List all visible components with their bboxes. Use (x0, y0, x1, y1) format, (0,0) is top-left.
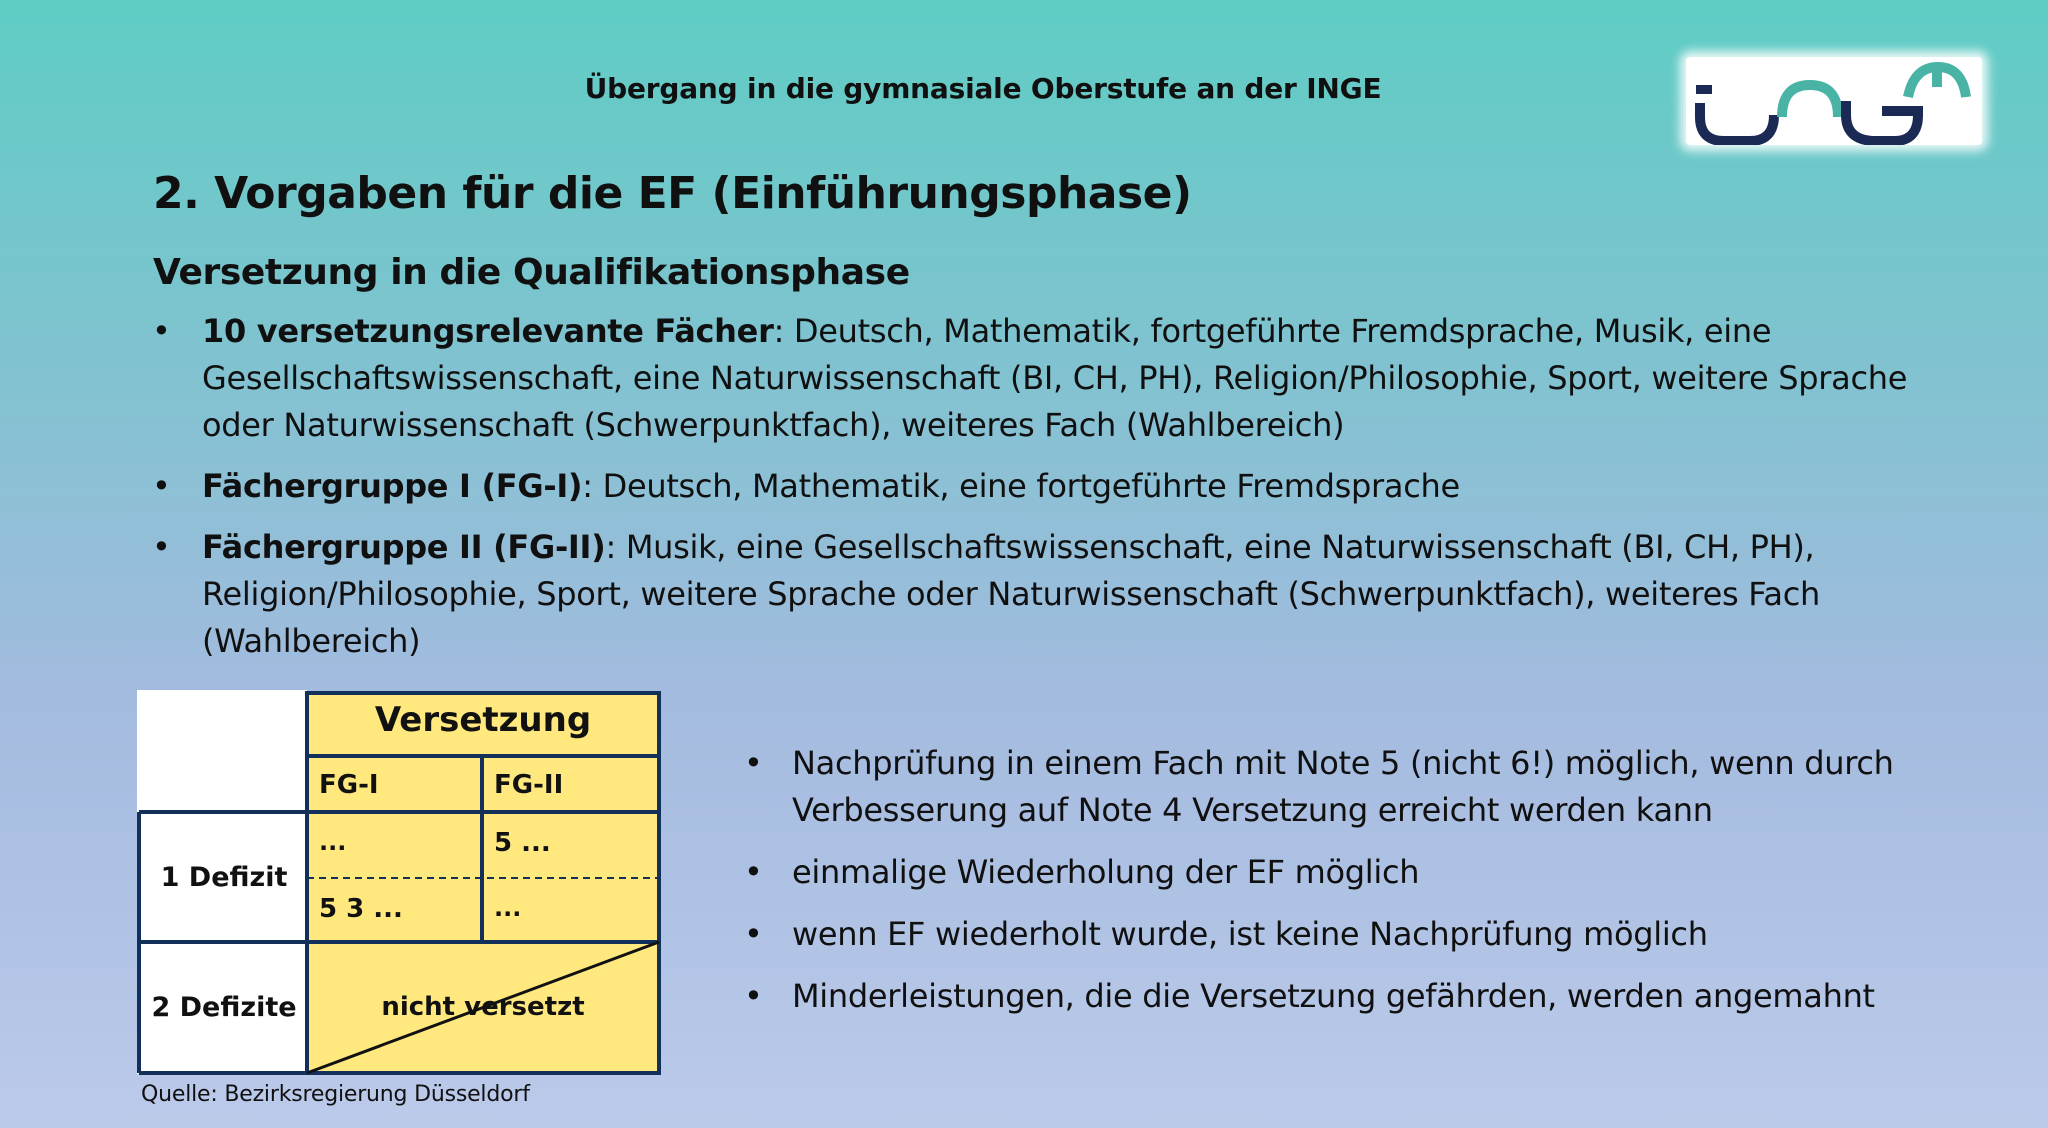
promotion-rules-table (137, 690, 662, 1076)
list-item: • wenn EF wiederholt wurde, ist keine Nachprüfung möglich (740, 911, 1980, 958)
list-item-text: : Deutsch, Mathematik, fortgeführte Fremdsprache, Musik, eine Gesellschaftswissenschaft, eine Naturwissenschaft (BI, CH, PH), Religion/Philosophie, Sport, weitere Sprache oder Naturwissenschaft (Schwerpunktfach), weiteres Fach (Wahlbereich) (202, 312, 1908, 444)
list-item (150, 463, 1910, 510)
table-cell-1a-fg2: 5 ... (494, 828, 551, 858)
list-item-heading: Fächergruppe II (FG-II) (202, 528, 606, 566)
list-item: • Nachprüfung in einem Fach mit Note 5 (nicht 6!) möglich, wenn durch Verbesserung auf Note 4 Versetzung erreicht werden kann (740, 740, 1980, 834)
table-cell-1a-fg1: ... (319, 828, 347, 856)
table-row-2-defizite: 2 Defizite (151, 992, 297, 1023)
list-item (150, 524, 1910, 665)
list-item (150, 308, 1910, 449)
table-cell-nicht-versetzt: nicht versetzt (381, 992, 585, 1022)
list-item-text: : Deutsch, Mathematik, eine fortgeführte Fremdsprache (582, 467, 1460, 505)
list-item-text: : Musik, eine Gesellschaftswissenschaft, eine Naturwissenschaft (BI, CH, PH), Religion/Philosophie, Sport, weitere Sprache oder Naturwissenschaft (Schwerpunktfach), weiteres Fach (Wahlbereich) (202, 528, 1821, 660)
inge-logo-graphic (1686, 57, 1982, 145)
table-col-fg2: FG-II (494, 770, 564, 800)
table-row-1-defizit: 1 Defizit (160, 862, 288, 893)
table-cell-1b-fg2: ... (494, 894, 522, 922)
list-item: • einmalige Wiederholung der EF möglich (740, 849, 1980, 896)
list-item-heading: Fächergruppe I (FG-I) (202, 467, 583, 505)
list-item-heading: 10 versetzungsrelevante Fächer (202, 312, 774, 350)
school-logo (1686, 57, 1982, 145)
section-title: 2. Vorgaben für die EF (Einführungsphase) (153, 168, 1192, 219)
table-cell-1b-fg1: 5 3 ... (319, 894, 403, 924)
notes-list (740, 740, 1980, 1035)
source-note: Quelle: Bezirksregierung Düsseldorf (141, 1082, 530, 1107)
list-item: • Minderleistungen, die die Versetzung gefährden, werden angemahnt (740, 973, 1980, 1020)
subsection-title: Versetzung in die Qualifikationsphase (153, 252, 910, 293)
table-col-fg1: FG-I (319, 770, 379, 800)
requirements-list (150, 308, 1910, 679)
presentation-header-title: Übergang in die gymnasiale Oberstufe an der INGE (584, 72, 1382, 105)
table-header-versetzung: Versetzung (374, 700, 592, 740)
